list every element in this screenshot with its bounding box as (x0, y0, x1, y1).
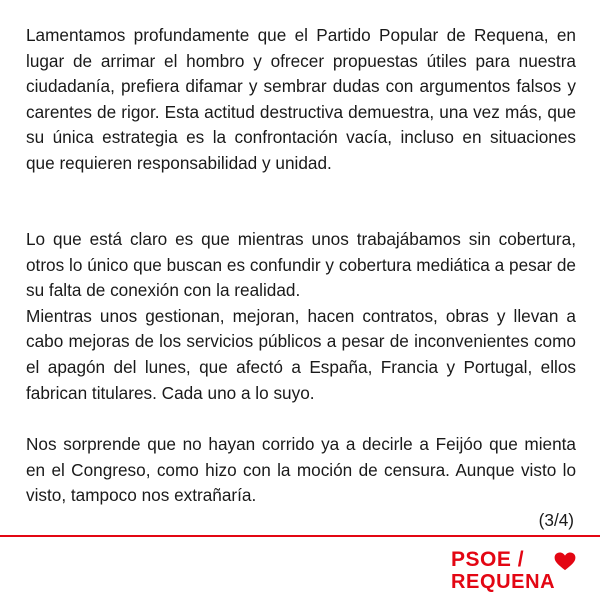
paragraph-text: Lo que está claro es que mientras unos trabajábamos sin cobertura, otros lo único que buscan es confundir y cobertura mediática a pesar de su falta de conexión con la realidad. (26, 229, 576, 301)
statement-paragraph-2 (26, 227, 576, 406)
statement-paragraph-4 (26, 432, 576, 509)
paragraph-text: Lamentamos profundamente que el Partido Popular de Requena, en lugar de arrimar el hombro y ofrecer propuestas útiles para nuestra ciudadanía, prefiera difamar y sembrar dudas con argumentos falsos y carentes de rigor. Esta actitud destructiva demuestra, una vez más, que su única estrategia es la confrontación vacía, incluso en situaciones que requieren responsabilidad y unidad. (26, 25, 576, 173)
statement-paragraph-1 (26, 23, 576, 177)
footer-divider (0, 535, 600, 537)
paragraph-text: Nos sorprende que no hayan corrido ya a decirle a Feijóo que mienta en el Congreso, como hizo con la moción de censura. Aunque visto lo visto, tampoco nos extrañaría. (26, 434, 576, 506)
logo-text-psoe: PSOE / (451, 548, 525, 571)
psoe-requena-logo (451, 549, 577, 593)
logo-text-requena: REQUENA (451, 571, 556, 593)
heart-icon (554, 552, 576, 571)
page-counter: (3/4) (538, 510, 574, 530)
paragraph-text: Mientras unos gestionan, mejoran, hacen contratos, obras y llevan a cabo mejoras de los servicios públicos a pesar de inconvenientes como el apagón del lunes, que afectó a España, Francia y Portugal, ellos fabrican titulares. Cada uno a lo suyo. (26, 305, 576, 403)
